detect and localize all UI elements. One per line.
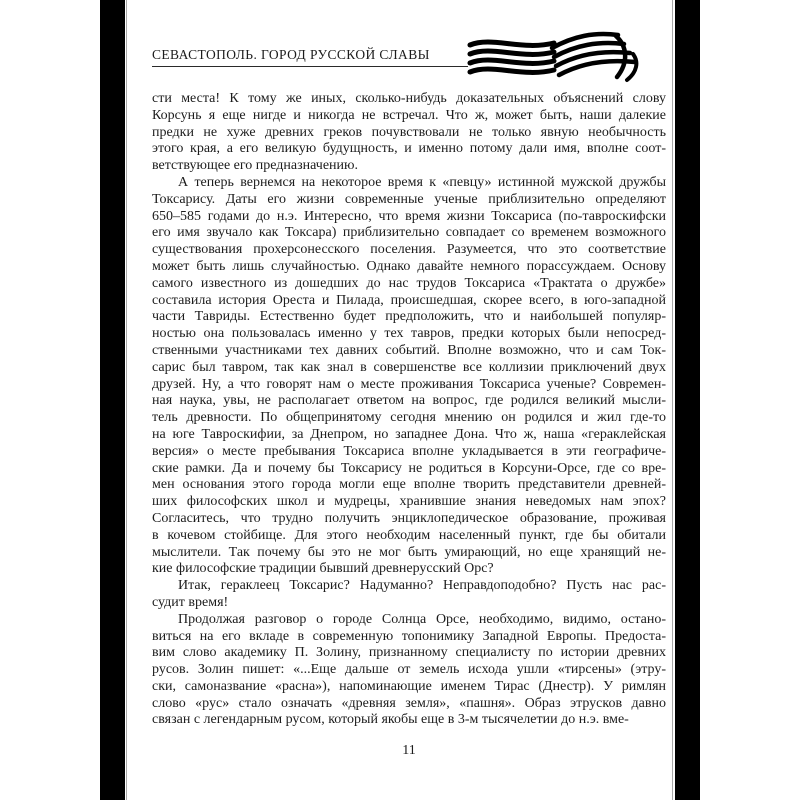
text-line: А теперь вернемся на некоторое время к «певцу» истинной мужской дружбы — [178, 174, 666, 190]
text-line: Итак, гераклеец Токсарис? Надуманно? Неправдоподобно? Пусть нас рас- — [178, 578, 666, 594]
text-line: его имя звучало как Токсара) приблизительно совпадает со временем возможного — [152, 225, 666, 241]
text-line: ски, самоназвание «расна»), напоминающие именем Тирас (Днестр). У римлян — [152, 678, 666, 694]
paragraph — [152, 91, 666, 175]
header-rule — [152, 66, 468, 67]
text-line: ших философских школ и мудрецы, хранившие знания неведомых нам эпох? — [152, 494, 666, 510]
text-line: составила история Ореста и Пилада, происшедшая, скорее всего, в юго-западной — [152, 292, 666, 308]
text-line: кие философские традиции бывший древнерусский Орс? — [152, 561, 494, 577]
text-line: существования прохерсонесского поселения. Разумеется, что это соответствие — [152, 242, 666, 258]
text-line: Согласитесь, что трудно получить энциклопедическое образование, проживая — [152, 510, 666, 526]
text-line: судит время! — [152, 594, 229, 610]
st-george-ribbon-icon — [466, 30, 640, 86]
text-line: виться на его вкладе в современную топонимику Западной Европы. Предоста- — [152, 628, 666, 644]
text-line: 650–585 годами до н.э. Интересно, что время жизни Токсариса (по-тавроскифски — [152, 208, 666, 224]
text-line: ственными участниками тех давних событий. Вполне возможно, что и сам Ток- — [152, 342, 666, 358]
text-line: самого известного из дошедших до нас трудов Токсариса «Трактата о дружбе» — [152, 275, 666, 291]
scan-gutter-right — [675, 0, 700, 800]
text-line: Токсарису. Даты его жизни современные ученые приблизительно определяют — [152, 191, 666, 207]
text-line: мен основания этого города могли еще вполне творить представители древней- — [152, 477, 666, 493]
text-line: в кочевом стойбище. Для этого необходим населенный пункт, где бы обитали — [152, 527, 666, 543]
text-line: вим слово академику П. Золину, признанному специалисту по истории древних — [152, 645, 666, 661]
text-line: друзей. Ну, а что говорят нам о месте проживания Токсариса ученые? Современ- — [152, 376, 666, 392]
page-number: 11 — [402, 743, 416, 758]
body-text — [152, 91, 666, 729]
text-line: Продолжая разговор о городе Солнца Орсе, необходимо, видимо, остано- — [178, 611, 666, 627]
text-line: слово «рус» стало означать «древняя земля», «пашня». Образ этрусков давно — [152, 695, 666, 711]
text-line: версия» о месте пребывания Токсариса вполне укладывается в эти географиче- — [152, 443, 666, 459]
scan-gutter-left — [100, 0, 125, 800]
text-line: связан с легендарным русом, который якобы еще в 3-м тысячелетии до н.э. вме- — [152, 712, 629, 728]
text-line: ная наука, увы, не располагает ответом на вопрос, где родился великий мысли- — [152, 393, 666, 409]
page-edge-line-left — [126, 0, 127, 800]
text-line: ские рамки. Да и почему бы Токсарису не родиться в Корсуни-Орсе, где со вре- — [152, 460, 666, 476]
text-line: может быть лишь случайностью. Однако давайте немного порассуждаем. Основу — [152, 258, 666, 274]
text-line: этого края, а его великую будущность, и именно потому дали имя, вполне соот- — [152, 141, 666, 157]
text-line: сарис был тавром, так как знал в совершенстве все коллизии приключений двух — [152, 359, 666, 375]
paragraph — [152, 175, 666, 578]
text-line: предки не хуже древних греков почувствовали не только явную необычность — [152, 124, 666, 140]
text-line: сти места! К тому же иных, сколько-нибудь доказательных объяснений слову — [152, 91, 666, 106]
text-line: русов. Золин пишет: «...Еще дальше от земель исхода ушли «тирсены» (этру- — [152, 662, 666, 678]
text-line: ветствующее его предназначению. — [152, 158, 358, 174]
text-line: тель древности. По общепринятому сегодня мнению он родился и жил где-то — [152, 410, 666, 426]
text-line: Корсунь я еще нигде и никогда не встречал. Что ж, может быть, наши далекие — [152, 107, 666, 123]
text-line: ностью она пользовалась именно у тех тавров, предки которых были непосред- — [152, 326, 666, 342]
paragraph — [152, 612, 666, 730]
running-header-title: СЕВАСТОПОЛЬ. ГОРОД РУССКОЙ СЛАВЫ — [152, 47, 430, 62]
page-edge-line-right — [672, 0, 673, 800]
text-line: части Тавриды. Естественно будет предположить, что и наибольшей популяр- — [152, 309, 666, 325]
paragraph — [152, 578, 666, 612]
text-line: мыслители. Так почему бы это не мог быть умирающий, но еще хранящий не- — [152, 544, 666, 560]
text-line: на юге Тавроскифии, за Днепром, но западнее Дона. Что ж, наша «гераклейская — [152, 426, 666, 442]
